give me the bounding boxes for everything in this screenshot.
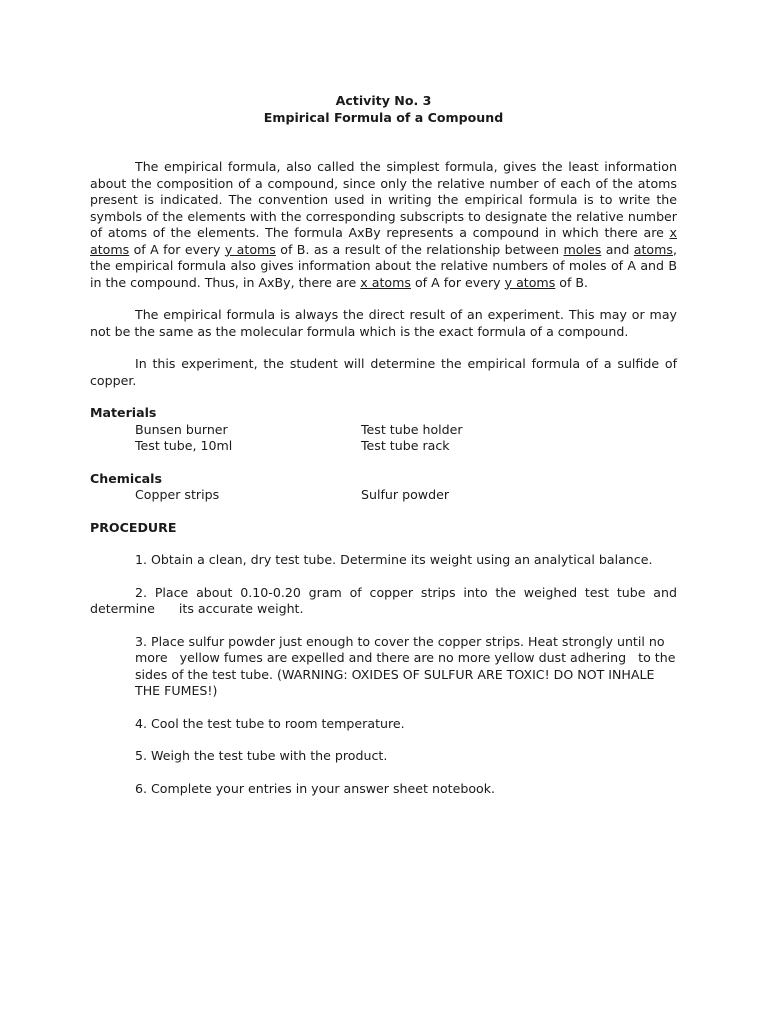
text-run: The empirical formula, also called the simplest formula, gives the least information about the composition of a compound, since only the relative number of each of the atoms present is indicated. The convention used in writing the empirical formula is to write the symbols of the elements with the corresponding subscripts to designate the relative number of atoms of the elements. The formula AxBy represents a compound in which there are [90,159,677,240]
chemical-item: Sulfur powder [361,487,449,502]
materials-heading: Materials [90,405,157,420]
procedure-step-6: 6. Complete your entries in your answer sheet notebook. [135,780,496,796]
materials-row [90,422,677,439]
text-run: of B. as a result of the relationship between [275,241,564,257]
text-run: of A for every [410,274,505,290]
chemicals-heading: Chemicals [90,470,162,486]
material-item: Bunsen burner [135,421,228,437]
underlined-term: y atoms [504,274,556,290]
underlined-term: y atoms [224,241,276,257]
intro-paragraph-1 [90,159,677,291]
text-run: of A for every [129,241,225,257]
text-run: and [601,241,634,257]
procedure-step-2: 2. Place about 0.10-0.20 gram of copper strips into the weighed test tube and determine its accurate weight. [90,584,682,616]
text-run: of B. [555,274,589,290]
material-item: Test tube holder [361,421,463,437]
procedure-step-4: 4. Cool the test tube to room temperature. [135,715,405,731]
materials-row [90,438,677,455]
underlined-term: x atoms [360,274,411,290]
title-block [90,92,677,126]
chemical-item: Copper strips [135,487,220,502]
chemicals-row [90,487,677,504]
text-run: , the empirical formula also gives information about the relative numbers of moles of A and B in the compound. Thus, in AxBy, there are [90,241,677,290]
procedure-heading: PROCEDURE [90,519,177,535]
activity-number: Activity No. 3 [335,93,432,108]
underlined-term: moles [563,241,602,257]
intro-paragraph-2: The empirical formula is always the direct result of an experiment. This may or may not be the same as the molecular formula which is the exact formula of a compound. [90,307,677,339]
material-item: Test tube rack [361,438,450,453]
procedure-step-5: 5. Weigh the test tube with the product. [135,748,388,763]
underlined-term: x atoms [90,225,677,257]
activity-title: Empirical Formula of a Compound [263,110,504,125]
document-page [90,92,682,797]
underlined-term: atoms [633,241,673,257]
procedure-step-3: 3. Place sulfur powder just enough to cover the copper strips. Heat strongly until no more yellow fumes are expelled and there are no more yellow dust adhering to the sides of the test tube. (WARNING: OXIDES OF SULFUR ARE TOXIC! DO NOT INHALE THE FUMES!) [135,633,680,698]
material-item: Test tube, 10ml [135,438,233,453]
intro-paragraph-3: In this experiment, the student will determine the empirical formula of a sulfide of copper. [90,356,677,388]
procedure-step-1: 1. Obtain a clean, dry test tube. Determine its weight using an analytical balance. [135,552,653,567]
